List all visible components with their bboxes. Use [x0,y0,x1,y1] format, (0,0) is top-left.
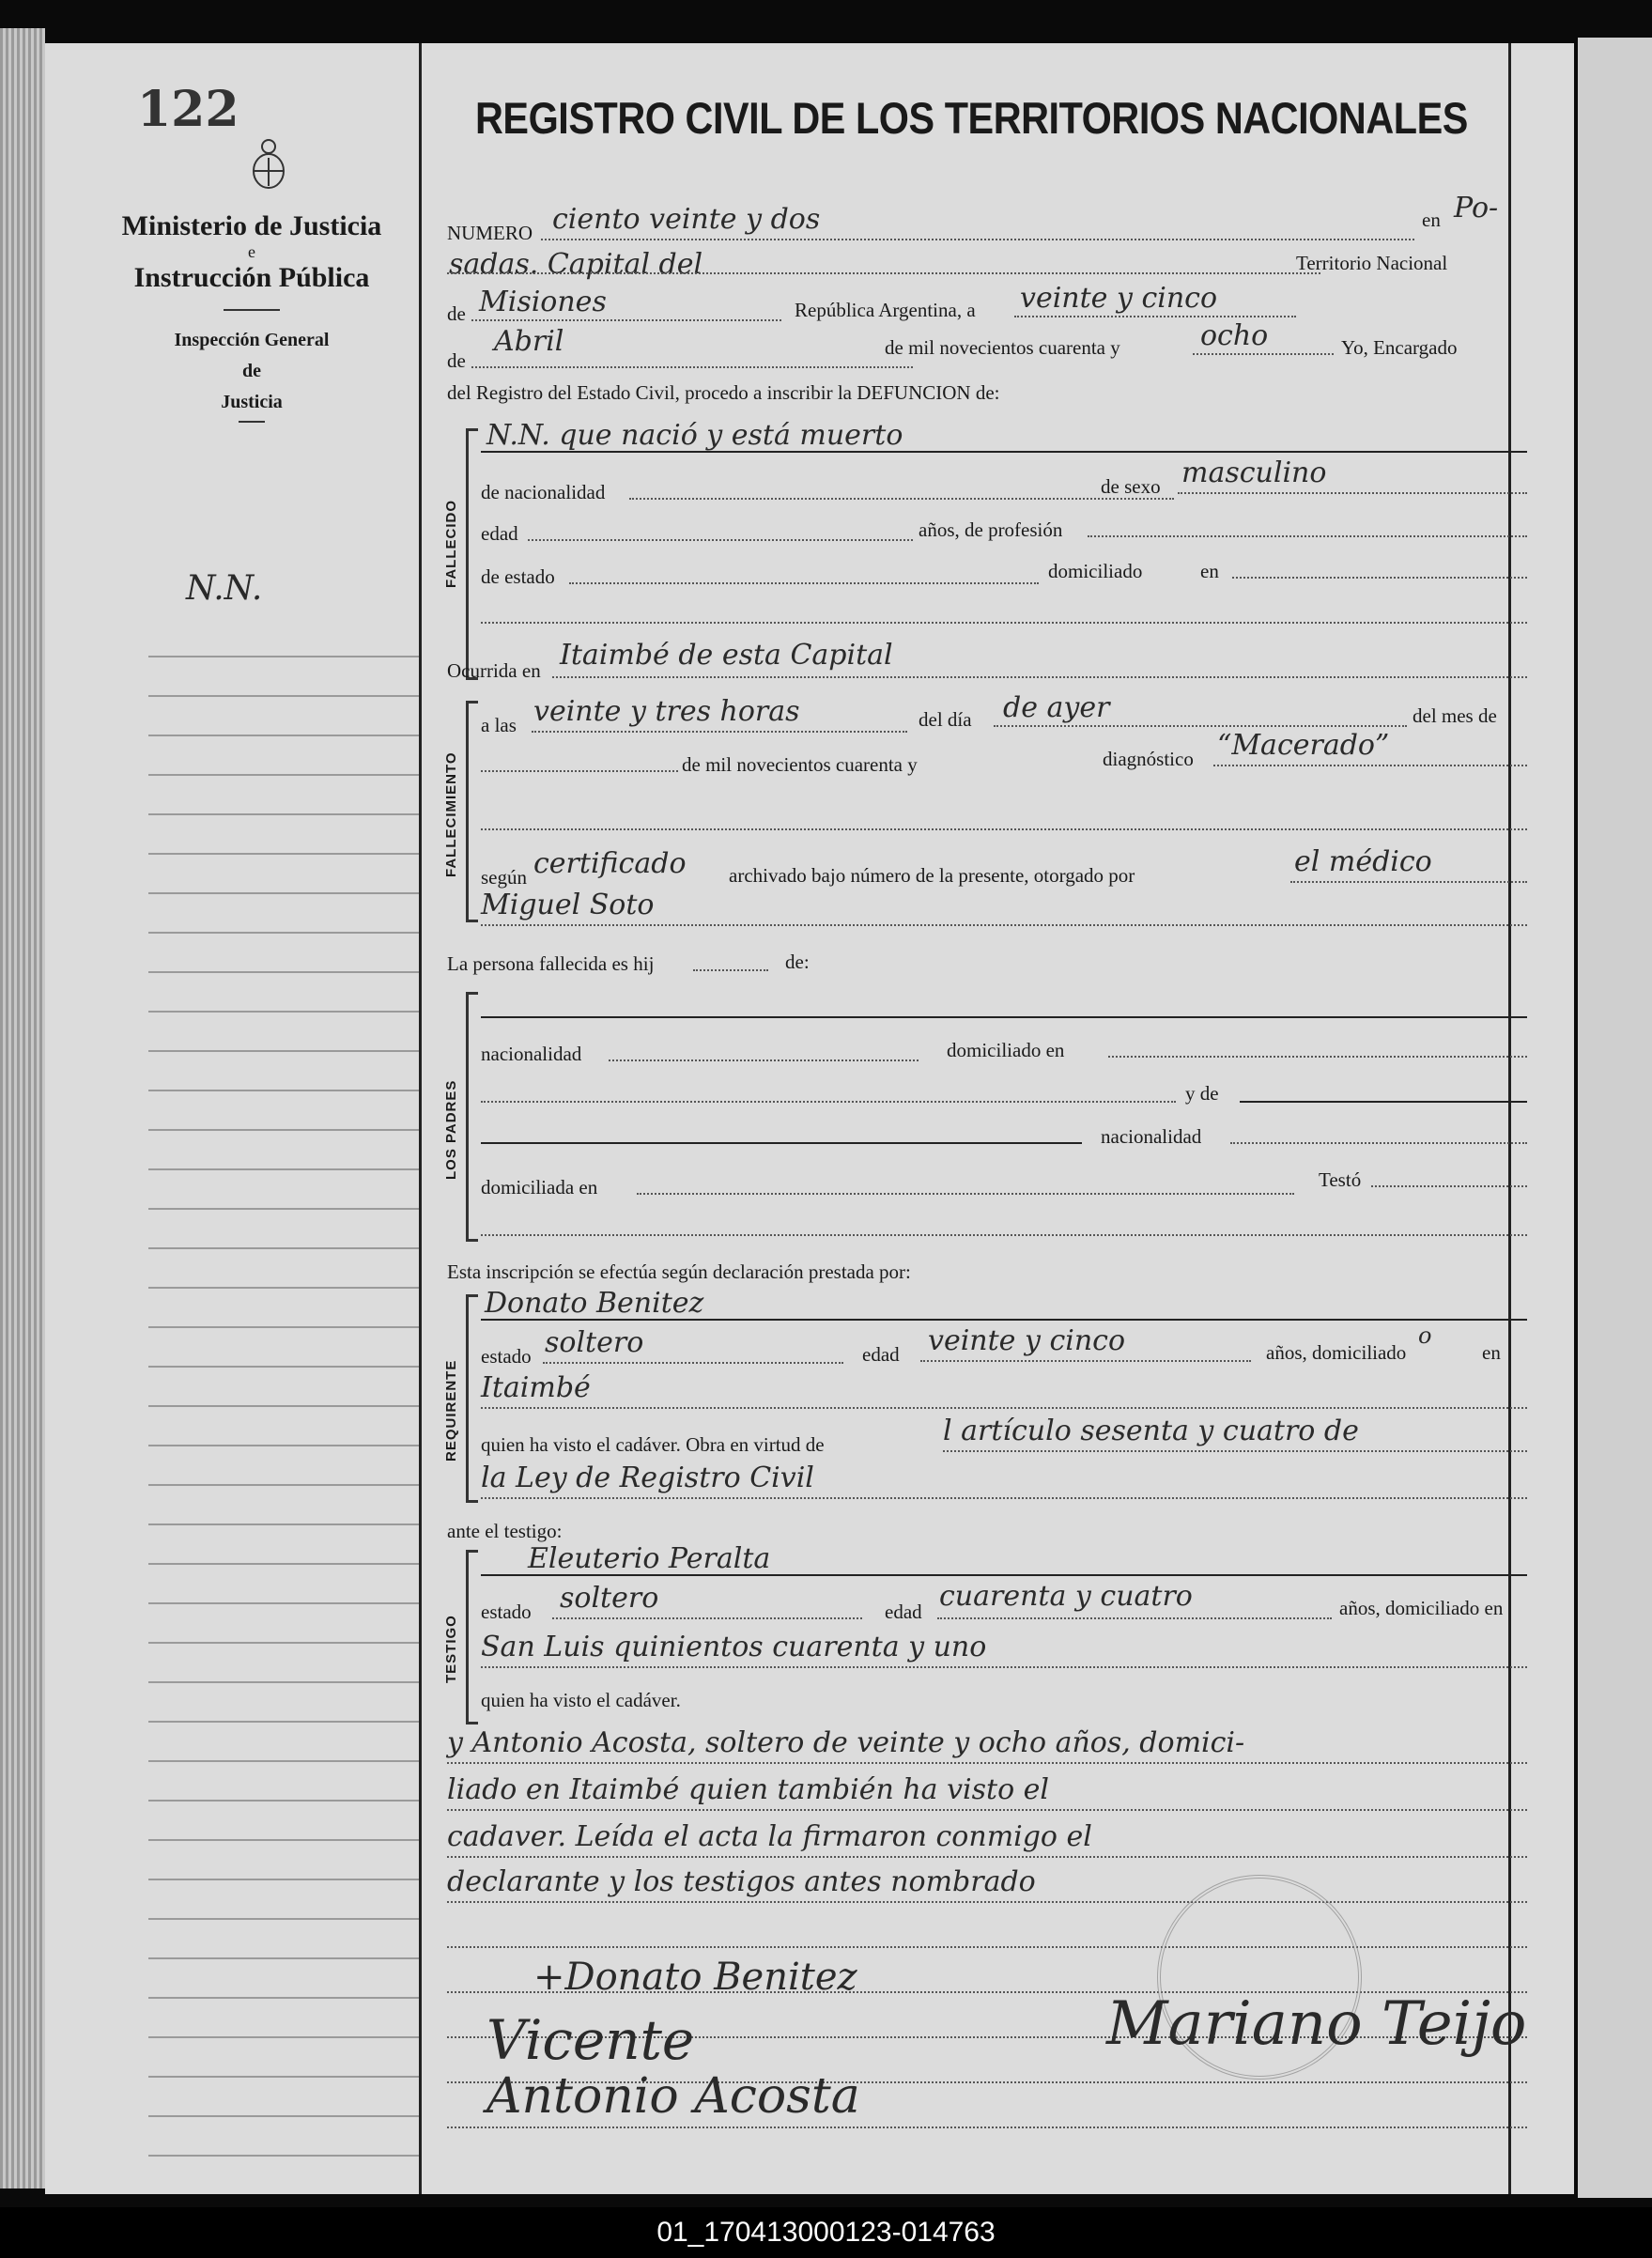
hw-otorgado-por: el médico [1294,845,1432,878]
label-territorio: Territorio Nacional [1296,252,1448,274]
label-quien-visto: quien ha visto el cadáver. Obra en virtud de [481,1433,825,1456]
label-nacionalidad-2: nacionalidad [481,1043,582,1065]
hw-diagnostico: “Macerado” [1217,729,1390,762]
hw-mes: Abril [494,325,564,358]
margin-ruled-lines [148,618,421,2158]
side-label-fallecimiento: FALLECIMIENTO [443,751,459,877]
label-anos-domiciliado: años, domiciliado [1266,1341,1407,1364]
signature-witness-2: Antonio Acosta [486,2068,860,2125]
register-page [45,43,1574,2194]
label-de-2: de [447,349,466,372]
adjacent-page [1578,38,1652,2198]
label-mil: de mil novecientos cuarenta y [885,336,1120,359]
hw-extra-1: y Antonio Acosta, soltero de veinte y ocho años, domici- [447,1726,1245,1759]
column-divider [419,43,422,2194]
label-estado-3: estado [481,1601,532,1623]
hw-territorio: Misiones [479,286,607,318]
hw-del-dia: de ayer [1003,691,1110,724]
hw-extra-3: cadaver. Leída el acta la firmaron conmigo el [447,1820,1092,1853]
label-domiciliado: domiciliado [1048,560,1143,582]
hw-extra-2: liado en Itaimbé quien también ha visto el [447,1773,1050,1806]
side-label-fallecido: FALLECIDO [443,500,459,588]
label-y-de: y de [1185,1082,1219,1105]
hw-sexo: masculino [1181,456,1327,489]
label-del-dia: del día [919,708,972,731]
page-number: 122 [137,81,239,138]
inspection-line-2: de [242,361,261,381]
ministry-name: Ministerio de Justicia [121,210,382,241]
ministry-name-2: Instrucción Pública [133,262,370,293]
hw-extra-4: declarante y los testigos antes nombrado [447,1865,1036,1898]
margin-note: N.N. [186,569,263,608]
hw-ano: ocho [1200,319,1269,352]
label-persona-hij: La persona fallecida es hij [447,952,655,975]
label-estado-2: estado [481,1345,532,1368]
hw-obra-virtud-2: la Ley de Registro Civil [481,1462,814,1494]
hw-req-lugar: Itaimbé [481,1371,591,1404]
label-domiciliado-en: domiciliado en [947,1039,1065,1061]
side-label-requirente: REQUIRENTE [443,1359,459,1462]
label-domiciliada-en: domiciliada en [481,1176,598,1199]
label-sexo: de sexo [1101,475,1161,498]
label-de: de [447,302,466,325]
hw-en-place-1: Po- [1454,192,1499,224]
signature-witness-1: Vicente [486,2008,695,2072]
label-de-colon: de: [785,951,810,973]
signature-declarant: +Donato Benitez [533,1956,857,1999]
label-anos-domiciliado-2: años, domiciliado en [1339,1597,1504,1619]
label-del-mes: del mes de [1413,704,1497,727]
label-estado: de estado [481,565,555,588]
label-nacionalidad-3: nacionalidad [1101,1125,1202,1148]
hw-test-domicilio: San Luis quinientos cuarenta y uno [481,1631,987,1663]
label-republica: República Argentina, a [795,299,976,321]
hw-req-domicilio: o [1418,1322,1432,1349]
label-edad: edad [481,522,518,545]
image-caption: 01_170413000123-014763 [0,2207,1652,2258]
inspection-line-3: Justicia [221,392,283,412]
hw-testigo-nombre: Eleuterio Peralta [528,1542,771,1575]
label-anos-profesion: años, de profesión [919,518,1063,541]
hw-fallecido-nombre: N.N. que nació y está muerto [486,419,903,452]
label-ante-testigo: ante el testigo: [447,1520,563,1542]
hw-hora: veinte y tres horas [533,695,800,728]
hw-ocurrida: Itaimbé de esta Capital [560,639,893,672]
hw-dia: veinte y cinco [1020,282,1218,315]
side-label-testigo: TESTIGO [443,1615,459,1683]
hw-test-edad: cuarenta y cuatro [939,1580,1193,1613]
label-testo: Testó [1319,1168,1362,1191]
label-del-registro: del Registro del Estado Civil, procedo a inscribir la DEFUNCION de: [447,381,1000,404]
label-diagnostico: diagnóstico [1103,748,1194,770]
hw-en-place-2: sadas. Capital del [449,248,703,281]
right-border [1508,43,1511,2194]
signature-official: Mariano Teijo [1106,1989,1527,2059]
hw-requirente-nombre: Donato Benitez [485,1287,704,1320]
label-nacionalidad: de nacionalidad [481,481,606,503]
side-label-padres: LOS PADRES [443,1079,459,1180]
hw-segun: certificado [533,847,687,880]
label-yo: Yo, Encargado [1341,336,1458,359]
label-en-3: en [1200,560,1219,582]
label-segun: según [481,866,527,889]
document-title: REGISTRO CIVIL DE LOS TERRITORIOS NACIONALES [475,93,1468,143]
label-a-las: a las [481,714,517,736]
inspection-line-1: Inspección General [174,330,330,350]
hw-req-edad: veinte y cinco [928,1324,1126,1357]
book-binding [0,28,45,2188]
hw-numero: ciento veinte y dos [552,203,821,236]
ministry-conj: e [248,242,255,261]
label-ocurrida: Ocurrida en [447,659,541,682]
label-esta-inscripcion: Esta inscripción se efectúa según declaración prestada por: [447,1260,911,1283]
label-edad-3: edad [885,1601,922,1623]
label-numero: NUMERO [447,222,533,244]
label-en: en [1422,209,1441,231]
label-edad-2: edad [862,1343,900,1366]
hw-req-estado: soltero [545,1326,644,1359]
label-quien-visto-2: quien ha visto el cadáver. [481,1689,681,1711]
label-mil-2: de mil novecientos cuarenta y [682,753,918,776]
label-archivado: archivado bajo número de la presente, otorgado por [729,864,1135,887]
label-en-2: en [1482,1341,1501,1364]
hw-test-estado: soltero [560,1582,659,1615]
hw-obra-virtud-1: l artículo sesenta y cuatro de [943,1415,1359,1447]
hw-medico: Miguel Soto [481,889,655,921]
coat-of-arms-icon [250,137,287,190]
